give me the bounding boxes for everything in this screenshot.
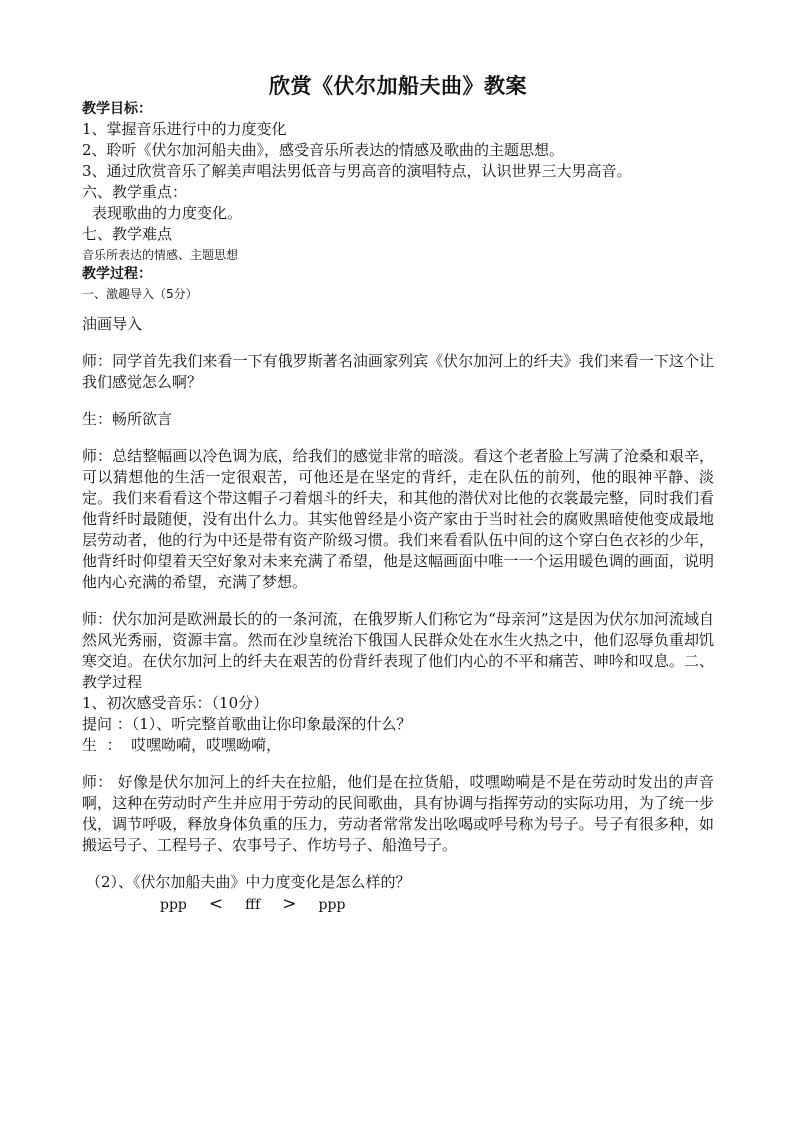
dynamics-line [82,893,714,916]
paragraph-3: 师：总结整幅画以冷色调为底，给我们的感觉非常的暗淡。看这个老者脸上写满了沧桑和艰辛，可以猜想他的生活一定很艰苦，可他还是在坚定的背纤，走在队伍的前列，他的眼神平静、淡定。我们来看看这个带这帽子刁着烟斗的纤夫，和其他的潜伏对比他的衣裳最完整，同时我们看他背纤时最随便，没有出什么力。其实他曾经是小资产家由于当时社会的腐败黑暗使他变成最地层劳动者，他的行为中还是带有资产阶级习惯。我们来看看队伍中间的这个穿白色衣衫的少年，他背纤时仰望着天空好象对未来充满了希望，他是这幅画面中唯一一个运用暖色调的画面，说明他内心充满的希望，充满了梦想。 [82,447,714,591]
key-point-heading: 六、教学重点： [82,183,188,201]
process-heading: 教学过程： [82,266,152,282]
subsection-1-heading: 1、初次感受音乐：（10分） [82,694,269,712]
goal-item-3: 3、通过欣赏音乐了解美声唱法男低音与男高音的演唱特点，认识世界三大男高音。 [82,162,632,180]
paragraph-2: 生：畅所欲言 [82,410,173,428]
question-2: （2）、《伏尔加船夫曲》中力度变化是怎么样的？ [86,873,411,891]
decrescendo-symbol: > [282,894,297,914]
goals-heading: 教学目标： [82,101,152,117]
answer-1: 生 ： 哎嘿呦嗬，哎嘿呦嗬， [82,736,282,754]
paragraph-1: 师：同学首先我们来看一下有俄罗斯著名油画家列宾《伏尔加河上的纤夫》我们来看一下这个让我们感觉怎么啊？ [82,352,714,391]
dynamics-end: ppp [318,897,346,913]
dynamics-start: ppp [160,897,187,913]
question-1: 提问 ：（1）、听完整首歌曲让你印象最深的什么？ [82,715,412,733]
paragraph-5: 师： 好像是伏尔加河上的纤夫在拉船，他们是在拉货船，哎嘿呦嗬是不是在劳动时发出的声音啊，这种在劳动时产生并应用于劳动的民间歌曲，具有协调与指挥劳动的实际功用，为了统一步伐，调节呼吸，释放身体负重的压力，劳动者常常发出吆喝或呼号称为号子。号子有很多种，如搬运号子、工程号子、农事号子、作坊号子、船渔号子。 [82,773,714,854]
intro-label: 油画导入 [82,315,143,333]
dynamics-peak: fff [245,897,261,913]
goal-item-2: 2、聆听《伏尔加河船夫曲》，感受音乐所表达的情感及歌曲的主题思想。 [82,141,565,159]
difficulty-heading: 七、教学难点 [82,225,173,243]
difficulty-text: 音乐所表达的情感、主题思想 [82,248,239,262]
section1-heading: 一、激趣导入（5分） [82,287,198,301]
paragraph-4: 师：伏尔加河是欧洲最长的的一条河流，在俄罗斯人们称它为“母亲河”这是因为伏尔加河流域自然风光秀丽，资源丰富。然而在沙皇统治下俄国人民群众处在水生火热之中，他们忍辱负重却饥寒交迫。在伏尔加河上的纤夫在艰苦的份背纤表现了他们内心的不平和痛苦、呻吟和叹息。二、教学过程 [82,610,714,691]
crescendo-symbol: < [208,894,224,914]
document-title: 欣赏《伏尔加船夫曲》教案 [269,73,527,98]
goal-item-1: 1、掌握音乐进行中的力度变化 [82,120,287,138]
key-point-text: 表现歌曲的力度变化。 [92,204,243,222]
